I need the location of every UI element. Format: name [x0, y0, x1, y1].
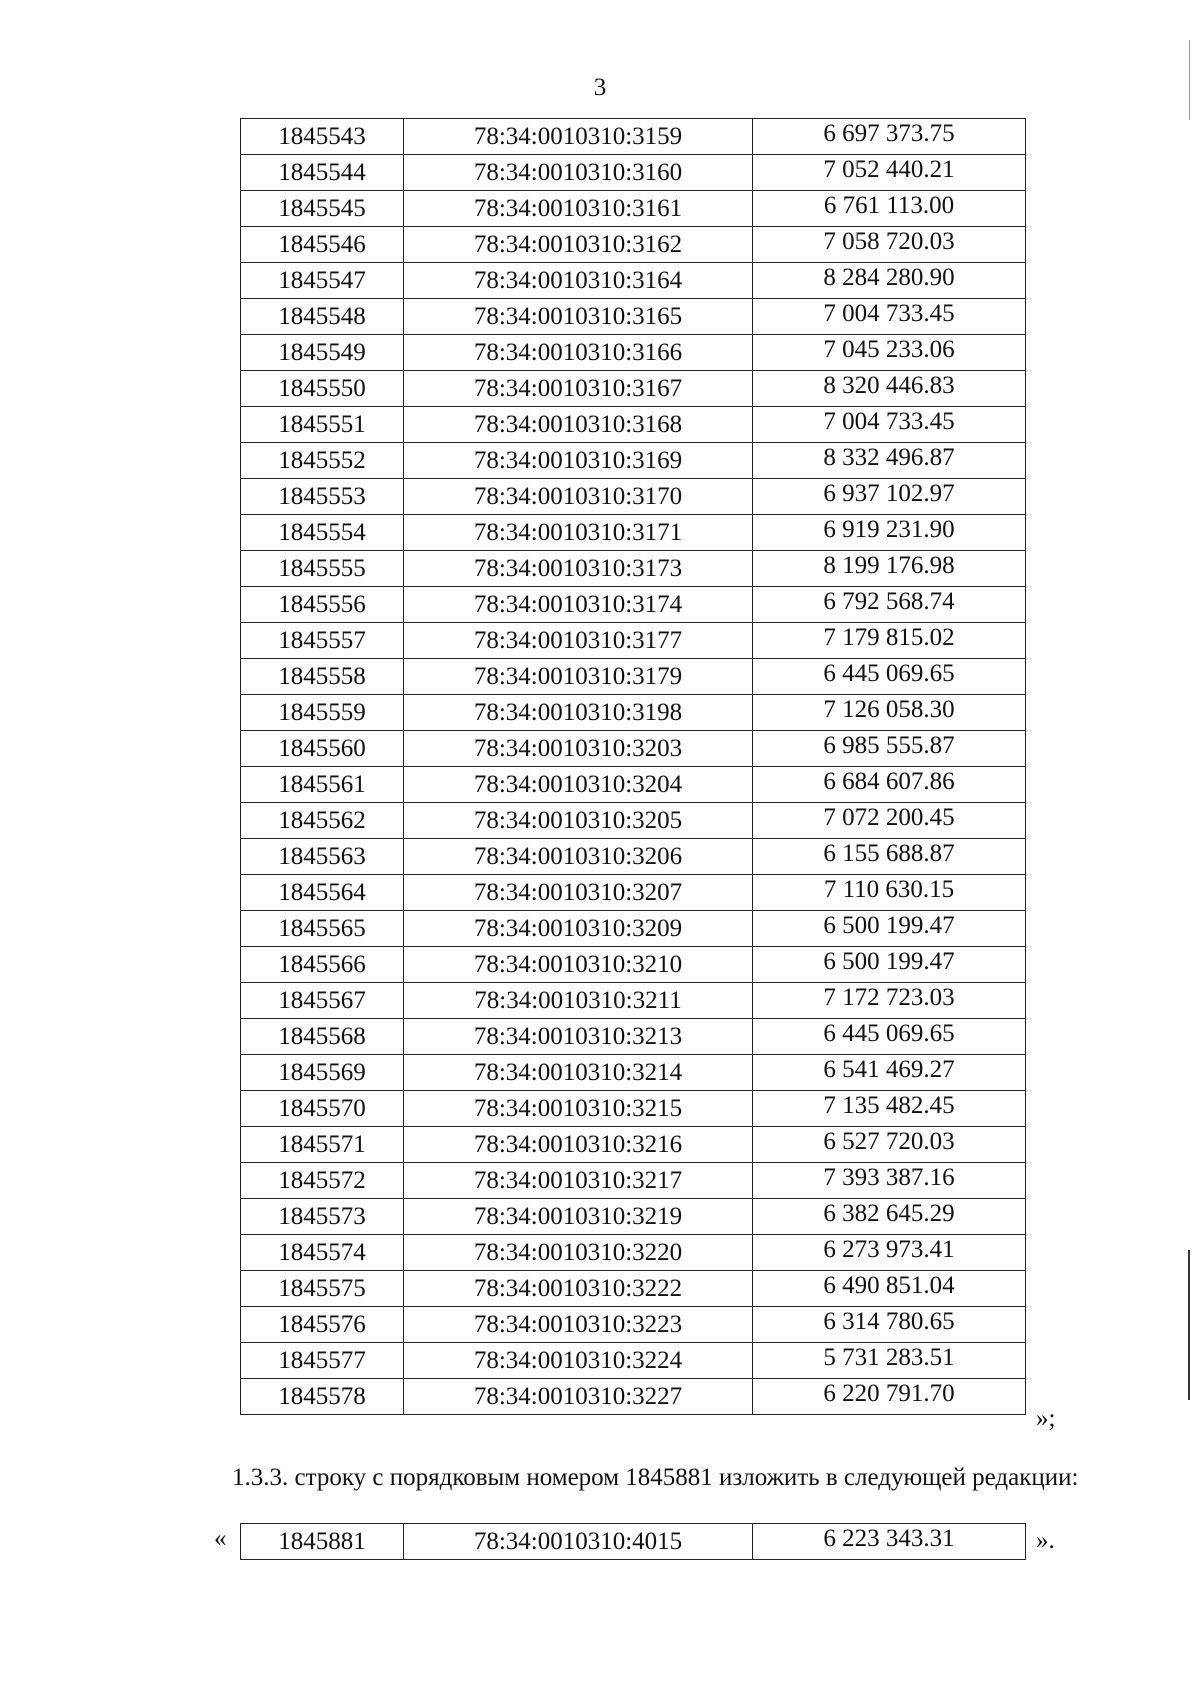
table-row	[241, 767, 1026, 803]
cadastral-value-text: 6 919 231.90	[823, 515, 955, 543]
table-row	[241, 263, 1026, 299]
table-row	[241, 1055, 1026, 1091]
table-row	[241, 623, 1026, 659]
table-row	[241, 1163, 1026, 1199]
row-number-cell: 1845557	[241, 623, 404, 659]
cadastral-value-cell	[753, 1235, 1026, 1271]
row-number-cell: 1845573	[241, 1199, 404, 1235]
cadastral-value-text: 5 731 283.51	[823, 1343, 955, 1371]
cadastral-value-text: 7 393 387.16	[823, 1163, 955, 1191]
table-row	[241, 875, 1026, 911]
cadastral-number-cell: 78:34:0010310:3215	[404, 1091, 753, 1127]
cadastral-value-table	[240, 118, 1026, 1415]
cadastral-value-cell	[753, 839, 1026, 875]
cadastral-value-cell	[753, 1379, 1026, 1415]
cadastral-number-cell: 78:34:0010310:3223	[404, 1307, 753, 1343]
cadastral-number-cell: 78:34:0010310:3206	[404, 839, 753, 875]
cadastral-value-cell	[753, 443, 1026, 479]
row-number-cell: 1845570	[241, 1091, 404, 1127]
cadastral-value-cell	[753, 335, 1026, 371]
table-row	[241, 695, 1026, 731]
cadastral-value-text: 7 045 233.06	[823, 335, 955, 363]
table-row	[241, 1379, 1026, 1415]
cadastral-value-text: 6 382 645.29	[823, 1199, 955, 1227]
row-number-cell: 1845575	[241, 1271, 404, 1307]
table-row	[241, 407, 1026, 443]
table-row	[241, 1235, 1026, 1271]
row-number-cell: 1845576	[241, 1307, 404, 1343]
cadastral-value-cell	[753, 1127, 1026, 1163]
row-number-cell: 1845552	[241, 443, 404, 479]
row-number-cell: 1845555	[241, 551, 404, 587]
cadastral-value-cell	[753, 1307, 1026, 1343]
cadastral-number-cell: 78:34:0010310:3169	[404, 443, 753, 479]
cadastral-value-cell	[753, 551, 1026, 587]
cadastral-value-cell	[753, 119, 1026, 155]
cadastral-value-text: 6 314 780.65	[823, 1307, 955, 1335]
row-number-cell: 1845560	[241, 731, 404, 767]
cadastral-number-cell: 78:34:0010310:3168	[404, 407, 753, 443]
row-number-cell: 1845553	[241, 479, 404, 515]
table-row	[241, 515, 1026, 551]
cadastral-value-text: 7 072 200.45	[823, 803, 955, 831]
cadastral-value-cell	[753, 1091, 1026, 1127]
cadastral-number-cell: 78:34:0010310:3198	[404, 695, 753, 731]
cadastral-value-text: 8 199 176.98	[823, 551, 955, 579]
cadastral-number-cell: 78:34:0010310:3160	[404, 155, 753, 191]
row-number-cell: 1845545	[241, 191, 404, 227]
row-number-cell: 1845548	[241, 299, 404, 335]
cadastral-number-cell: 78:34:0010310:3220	[404, 1235, 753, 1271]
cadastral-value-text: 6 445 069.65	[823, 659, 955, 687]
cadastral-number-cell: 78:34:0010310:3213	[404, 1019, 753, 1055]
cadastral-value-cell	[753, 803, 1026, 839]
table-row	[241, 299, 1026, 335]
cadastral-value-cell	[753, 1343, 1026, 1379]
row-number-cell: 1845561	[241, 767, 404, 803]
table-row	[241, 479, 1026, 515]
cadastral-number-cell: 78:34:0010310:3217	[404, 1163, 753, 1199]
row-number-cell: 1845577	[241, 1343, 404, 1379]
cadastral-value-cell	[753, 263, 1026, 299]
cadastral-value-cell	[753, 1524, 1026, 1560]
cadastral-value-text: 7 058 720.03	[823, 227, 955, 255]
table-row	[241, 1019, 1026, 1055]
row-number-cell: 1845543	[241, 119, 404, 155]
row-number-cell: 1845556	[241, 587, 404, 623]
cadastral-value-cell	[753, 659, 1026, 695]
cadastral-number-cell: 78:34:0010310:3222	[404, 1271, 753, 1307]
cadastral-value-text: 7 110 630.15	[823, 875, 955, 903]
row-number-cell: 1845544	[241, 155, 404, 191]
amendment-paragraph: 1.3.3. строку с порядковым номером 1845881 изложить в следующей редакции:	[232, 1464, 1079, 1491]
cadastral-number-cell: 78:34:0010310:4015	[404, 1524, 753, 1560]
closing-quote-mark: »;	[1036, 1405, 1056, 1432]
cadastral-value-cell	[753, 299, 1026, 335]
row-number-cell: 1845566	[241, 947, 404, 983]
cadastral-value-text: 8 284 280.90	[823, 263, 955, 291]
cadastral-value-text: 6 445 069.65	[823, 1019, 955, 1047]
row-number-cell: 1845568	[241, 1019, 404, 1055]
row-number-cell: 1845574	[241, 1235, 404, 1271]
cadastral-value-text: 6 937 102.97	[823, 479, 955, 507]
cadastral-number-cell: 78:34:0010310:3227	[404, 1379, 753, 1415]
cadastral-value-text: 7 179 815.02	[823, 623, 955, 651]
replacement-open-quote: «	[214, 1525, 227, 1552]
cadastral-number-cell: 78:34:0010310:3224	[404, 1343, 753, 1379]
table-row	[241, 443, 1026, 479]
cadastral-number-cell: 78:34:0010310:3166	[404, 335, 753, 371]
cadastral-value-text: 7 126 058.30	[823, 695, 955, 723]
cadastral-value-text: 7 004 733.45	[823, 299, 955, 327]
row-number-cell: 1845559	[241, 695, 404, 731]
cadastral-number-cell: 78:34:0010310:3170	[404, 479, 753, 515]
cadastral-value-text: 6 792 568.74	[823, 587, 955, 615]
table-row	[241, 371, 1026, 407]
cadastral-number-cell: 78:34:0010310:3174	[404, 587, 753, 623]
cadastral-value-cell	[753, 1055, 1026, 1091]
cadastral-value-text: 6 220 791.70	[823, 1379, 955, 1407]
cadastral-value-text: 6 985 555.87	[823, 731, 955, 759]
cadastral-value-text: 6 541 469.27	[823, 1055, 955, 1083]
cadastral-number-cell: 78:34:0010310:3203	[404, 731, 753, 767]
cadastral-value-cell	[753, 875, 1026, 911]
table-row	[241, 551, 1026, 587]
cadastral-value-cell	[753, 1163, 1026, 1199]
cadastral-value-text: 6 500 199.47	[823, 947, 955, 975]
row-number-cell: 1845564	[241, 875, 404, 911]
cadastral-number-cell: 78:34:0010310:3207	[404, 875, 753, 911]
table-row	[241, 1199, 1026, 1235]
table-row	[241, 983, 1026, 1019]
row-number-cell: 1845547	[241, 263, 404, 299]
cadastral-value-cell	[753, 911, 1026, 947]
cadastral-number-cell: 78:34:0010310:3211	[404, 983, 753, 1019]
table-row	[241, 731, 1026, 767]
cadastral-number-cell: 78:34:0010310:3205	[404, 803, 753, 839]
table-row	[241, 947, 1026, 983]
table-row	[241, 1127, 1026, 1163]
cadastral-number-cell: 78:34:0010310:3209	[404, 911, 753, 947]
cadastral-value-text: 8 332 496.87	[823, 443, 955, 471]
row-number-cell: 1845563	[241, 839, 404, 875]
cadastral-value-cell	[753, 371, 1026, 407]
table-row	[241, 659, 1026, 695]
table-row	[241, 1524, 1026, 1560]
table-row	[241, 839, 1026, 875]
cadastral-value-text: 6 223 343.31	[823, 1524, 955, 1552]
cadastral-value-cell	[753, 731, 1026, 767]
table-row	[241, 155, 1026, 191]
cadastral-number-cell: 78:34:0010310:3216	[404, 1127, 753, 1163]
page-number: 3	[593, 74, 607, 101]
table-row	[241, 119, 1026, 155]
row-number-cell: 1845558	[241, 659, 404, 695]
cadastral-value-cell	[753, 515, 1026, 551]
cadastral-value-text: 6 490 851.04	[823, 1271, 955, 1299]
replacement-close-quote: ».	[1036, 1527, 1055, 1554]
row-number-cell: 1845569	[241, 1055, 404, 1091]
cadastral-value-text: 6 527 720.03	[823, 1127, 955, 1155]
table-row	[241, 1307, 1026, 1343]
cadastral-value-cell	[753, 407, 1026, 443]
cadastral-value-cell	[753, 695, 1026, 731]
table-row	[241, 227, 1026, 263]
cadastral-value-cell	[753, 983, 1026, 1019]
cadastral-value-cell	[753, 1271, 1026, 1307]
table-row	[241, 1091, 1026, 1127]
row-number-cell: 1845549	[241, 335, 404, 371]
row-number-cell: 1845565	[241, 911, 404, 947]
cadastral-number-cell: 78:34:0010310:3167	[404, 371, 753, 407]
row-number-cell: 1845881	[241, 1524, 404, 1560]
cadastral-number-cell: 78:34:0010310:3159	[404, 119, 753, 155]
cadastral-value-cell	[753, 623, 1026, 659]
row-number-cell: 1845546	[241, 227, 404, 263]
row-number-cell: 1845571	[241, 1127, 404, 1163]
row-number-cell: 1845578	[241, 1379, 404, 1415]
cadastral-value-cell	[753, 227, 1026, 263]
cadastral-number-cell: 78:34:0010310:3214	[404, 1055, 753, 1091]
cadastral-number-cell: 78:34:0010310:3179	[404, 659, 753, 695]
cadastral-value-text: 6 500 199.47	[823, 911, 955, 939]
cadastral-value-table-body	[241, 119, 1026, 1415]
table-row	[241, 803, 1026, 839]
cadastral-value-cell	[753, 479, 1026, 515]
replacement-row-table	[240, 1523, 1026, 1560]
cadastral-value-text: 6 155 688.87	[823, 839, 955, 867]
cadastral-number-cell: 78:34:0010310:3162	[404, 227, 753, 263]
scan-edge-mark	[1188, 1250, 1190, 1400]
cadastral-number-cell: 78:34:0010310:3165	[404, 299, 753, 335]
row-number-cell: 1845551	[241, 407, 404, 443]
row-number-cell: 1845567	[241, 983, 404, 1019]
cadastral-number-cell: 78:34:0010310:3210	[404, 947, 753, 983]
cadastral-number-cell: 78:34:0010310:3161	[404, 191, 753, 227]
cadastral-value-text: 6 697 373.75	[823, 119, 955, 147]
row-number-cell: 1845554	[241, 515, 404, 551]
cadastral-value-cell	[753, 191, 1026, 227]
cadastral-value-cell	[753, 947, 1026, 983]
table-row	[241, 587, 1026, 623]
cadastral-value-text: 8 320 446.83	[823, 371, 955, 399]
table-row	[241, 1343, 1026, 1379]
row-number-cell: 1845572	[241, 1163, 404, 1199]
cadastral-value-text: 6 761 113.00	[823, 191, 955, 219]
cadastral-number-cell: 78:34:0010310:3173	[404, 551, 753, 587]
table-row	[241, 335, 1026, 371]
cadastral-number-cell: 78:34:0010310:3219	[404, 1199, 753, 1235]
cadastral-value-text: 7 004 733.45	[823, 407, 955, 435]
cadastral-number-cell: 78:34:0010310:3177	[404, 623, 753, 659]
scan-edge-mark	[1189, 40, 1190, 120]
table-row	[241, 911, 1026, 947]
cadastral-value-text: 7 135 482.45	[823, 1091, 955, 1119]
table-row	[241, 1271, 1026, 1307]
cadastral-number-cell: 78:34:0010310:3164	[404, 263, 753, 299]
table-row	[241, 191, 1026, 227]
cadastral-value-text: 6 684 607.86	[823, 767, 955, 795]
cadastral-value-cell	[753, 767, 1026, 803]
cadastral-value-text: 6 273 973.41	[823, 1235, 955, 1263]
cadastral-value-text: 7 172 723.03	[823, 983, 955, 1011]
cadastral-value-cell	[753, 587, 1026, 623]
row-number-cell: 1845562	[241, 803, 404, 839]
cadastral-value-cell	[753, 155, 1026, 191]
cadastral-number-cell: 78:34:0010310:3171	[404, 515, 753, 551]
cadastral-number-cell: 78:34:0010310:3204	[404, 767, 753, 803]
row-number-cell: 1845550	[241, 371, 404, 407]
cadastral-value-text: 7 052 440.21	[823, 155, 955, 183]
cadastral-value-cell	[753, 1199, 1026, 1235]
cadastral-value-cell	[753, 1019, 1026, 1055]
